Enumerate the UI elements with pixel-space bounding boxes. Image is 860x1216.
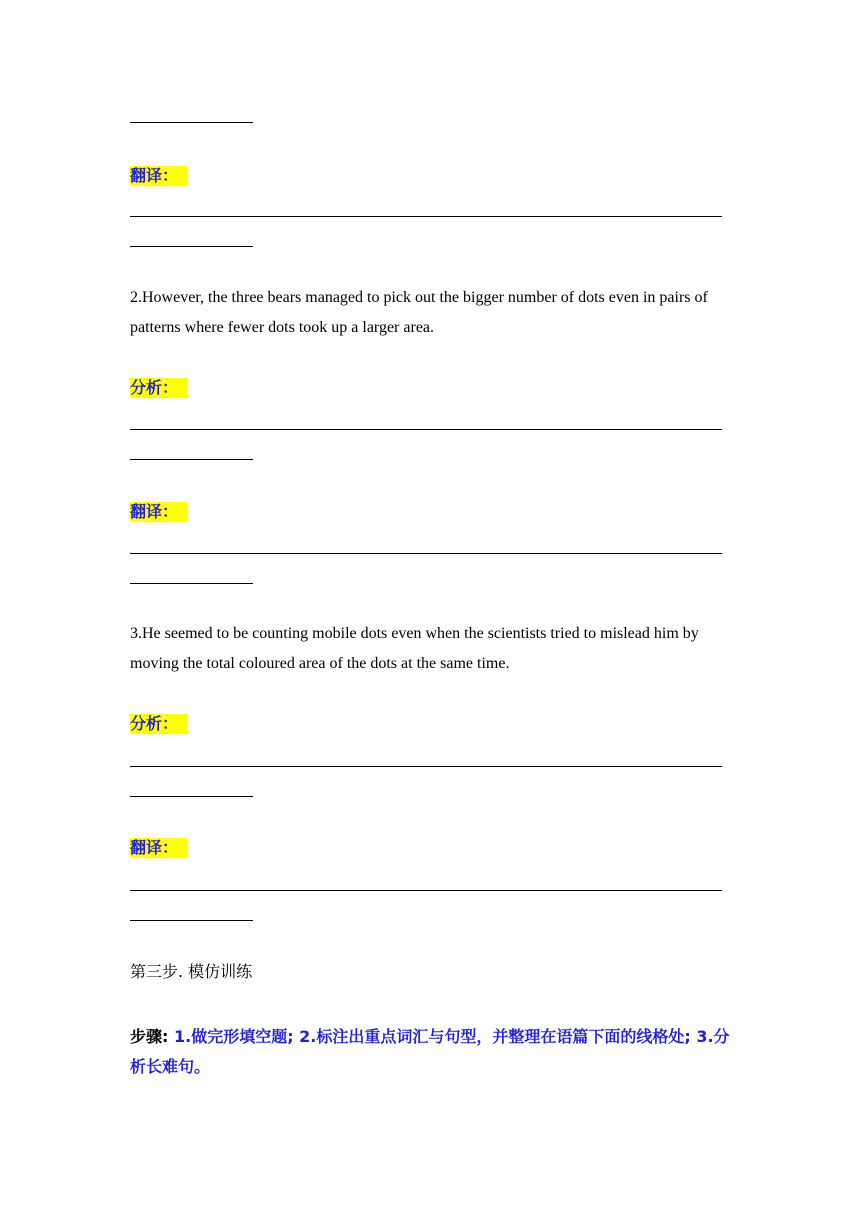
answer-line — [130, 553, 722, 554]
answer-line — [130, 122, 253, 123]
steps-instructions — [130, 1022, 740, 1082]
translation-label: 翻译： — [130, 502, 188, 522]
analysis-label: 分析： — [130, 378, 188, 398]
answer-line — [130, 216, 722, 217]
answer-line — [130, 920, 253, 921]
answer-line — [130, 766, 722, 767]
answer-line — [130, 459, 253, 460]
sentence-2: 2.However, the three bears managed to pick out the bigger number of dots even in pairs of patterns where fewer dots took up a larger area. — [130, 289, 708, 336]
answer-line — [130, 796, 253, 797]
answer-line — [130, 890, 722, 891]
answer-line — [130, 246, 253, 247]
sentence-3: 3.He seemed to be counting mobile dots even when the scientists tried to mislead him by moving the total coloured area of the dots at the same time. — [130, 625, 699, 672]
analysis-label: 分析： — [130, 714, 188, 734]
steps-lead: 步骤: — [130, 1027, 174, 1046]
section-heading: 第三步. 模仿训练 — [130, 962, 253, 981]
answer-line — [130, 429, 722, 430]
translation-label: 翻译： — [130, 166, 188, 186]
answer-line — [130, 583, 253, 584]
steps-text: 1.做完形填空题; 2.标注出重点词汇与句型，并整理在语篇下面的线格处; 3.分析长难句。 — [130, 1027, 730, 1076]
translation-label: 翻译： — [130, 838, 188, 858]
